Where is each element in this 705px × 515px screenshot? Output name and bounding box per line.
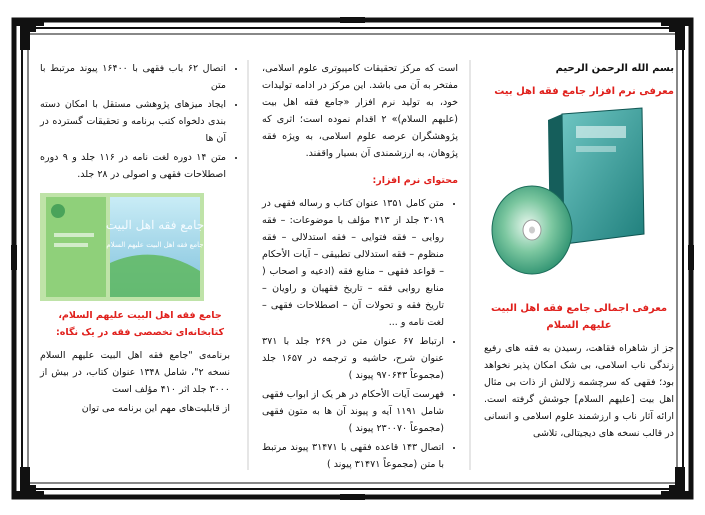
intro-body: است که مرکز تحقیقات کامپیوتری علوم اسلامی، مفتخر به آن می باشد. این مرکز در ادامه تولیدات خود، به تولید نرم افزار «جامع فقه اهل بیت (علیهم السلام)» ۲ اقدام نموده است؛ اثری که پژوهشگران عرصه علوم اسلامی، به ویژه فقه پژوهان، به ارزشمندی آن بسیار واقفند. [262,63,458,159]
list-item: • متن ۱۴ دوره لغت نامه در ۱۱۶ جلد و ۹ دوره اصطلاحات فقهی و اصولی در ۲۸ جلد. [40,149,226,183]
content-title: محتوای نرم افزار: [372,175,458,186]
list-item: • ایجاد میزهای پژوهشی مستقل با امکان دسته بندی دلخواه کتب برنامه و تحقیقات گسترده در آن ها [40,96,226,147]
library-body: برنامه‌ی "جامع فقه اهل البیت علیهم السلام نسخه ۲"، شامل ۱۳۴۸ عنوان کتاب، در بیش از ۳۰۰۰ جلد اثر ۴۱۰ مؤلف است [40,350,230,395]
library-title: جامع فقه اهل البیت علیهم السلام، کتابخانه‌ای تخصصی فقه در یک نگاه: [55,310,225,338]
cover-subtitle-text: جامع فقه اهل البیت علیهم السلام [106,241,204,249]
software-cover-image [40,193,204,301]
features-list [40,60,240,183]
right-panel [484,60,674,480]
content-list [262,195,458,473]
list-item: • فهرست آیات الأحکام در هر یک از ابواب فقهی شامل ۱۱۹۱ آیه و پیوند آن ها به متون فقهی (مجموعاً ۲۳۰۰۷۰ پیوند ) [262,386,444,437]
list-item: • اتصال ۱۴۳ قاعده فقهی با ۳۱۴۷۱ پیوند مرتبط با متن (مجموعاً ۳۱۴۷۱ پیوند ) [262,439,444,473]
middle-panel [262,60,458,480]
section-title: معرفی اجمالی جامع فقه اهل البیت علیهم السلام [490,303,668,331]
list-item: • ارتباط ۶۷ عنوان متن در ۲۶۹ جلد با ۳۷۱ عنوان شرح، حاشیه و ترجمه در ۱۶۵۷ جلد (مجموعاً ۹۷۰۶۴۳ پیوند ) [262,333,444,384]
software-cd-image [484,106,674,296]
left-panel [40,60,240,480]
list-item: • اتصال ۶۲ باب فقهی با ۱۶۴۰۰ پیوند مرتبط با متن [40,60,226,94]
library-note: از قابلیت‌های مهم این برنامه می توان [81,403,230,414]
intro-title: معرفی نرم افزار جامع فقه اهل بیت [494,86,674,97]
list-item: • متن کامل ۱۳۵۱ عنوان کتاب و رساله فقهی در ۳۰۱۹ جلد از ۴۱۳ مؤلف با موضوعات: – فقه روایی – فقه فتوایی – فقه استدلالی – فقه منظوم – فقه استدلالی تطبیقی – آیات الأحکام – قواعد فقهی – منابع فقه (ادعیه و اصحاب ( منابع روایی فقه – تاریخ فقهیان و راویان – تاریخ فقه و تحولات آن – اصطلاحات فقهی – لغت نامه و ... [262,195,444,331]
cover-title-text: جامع فقه اهل البیت [105,218,204,232]
section-body: جز از شاهراه فقاهت، رسیدن به فقه های رفیع زندگی ناب اسلامی، بی شک امکان پذیر نخواهد بود؛ فقهی که سرچشمه زلالش از ذات بی مثال اهل بیت [علیهم السلام] جوشش گرفته است. ارائه آثار ناب و ارزشمند علوم اسلامی و انسانی در قالب نسخه های دیجیتالی، تلاشی [484,343,674,439]
bismillah-heading: بسم الله الرحمن الرحيم [555,63,674,74]
